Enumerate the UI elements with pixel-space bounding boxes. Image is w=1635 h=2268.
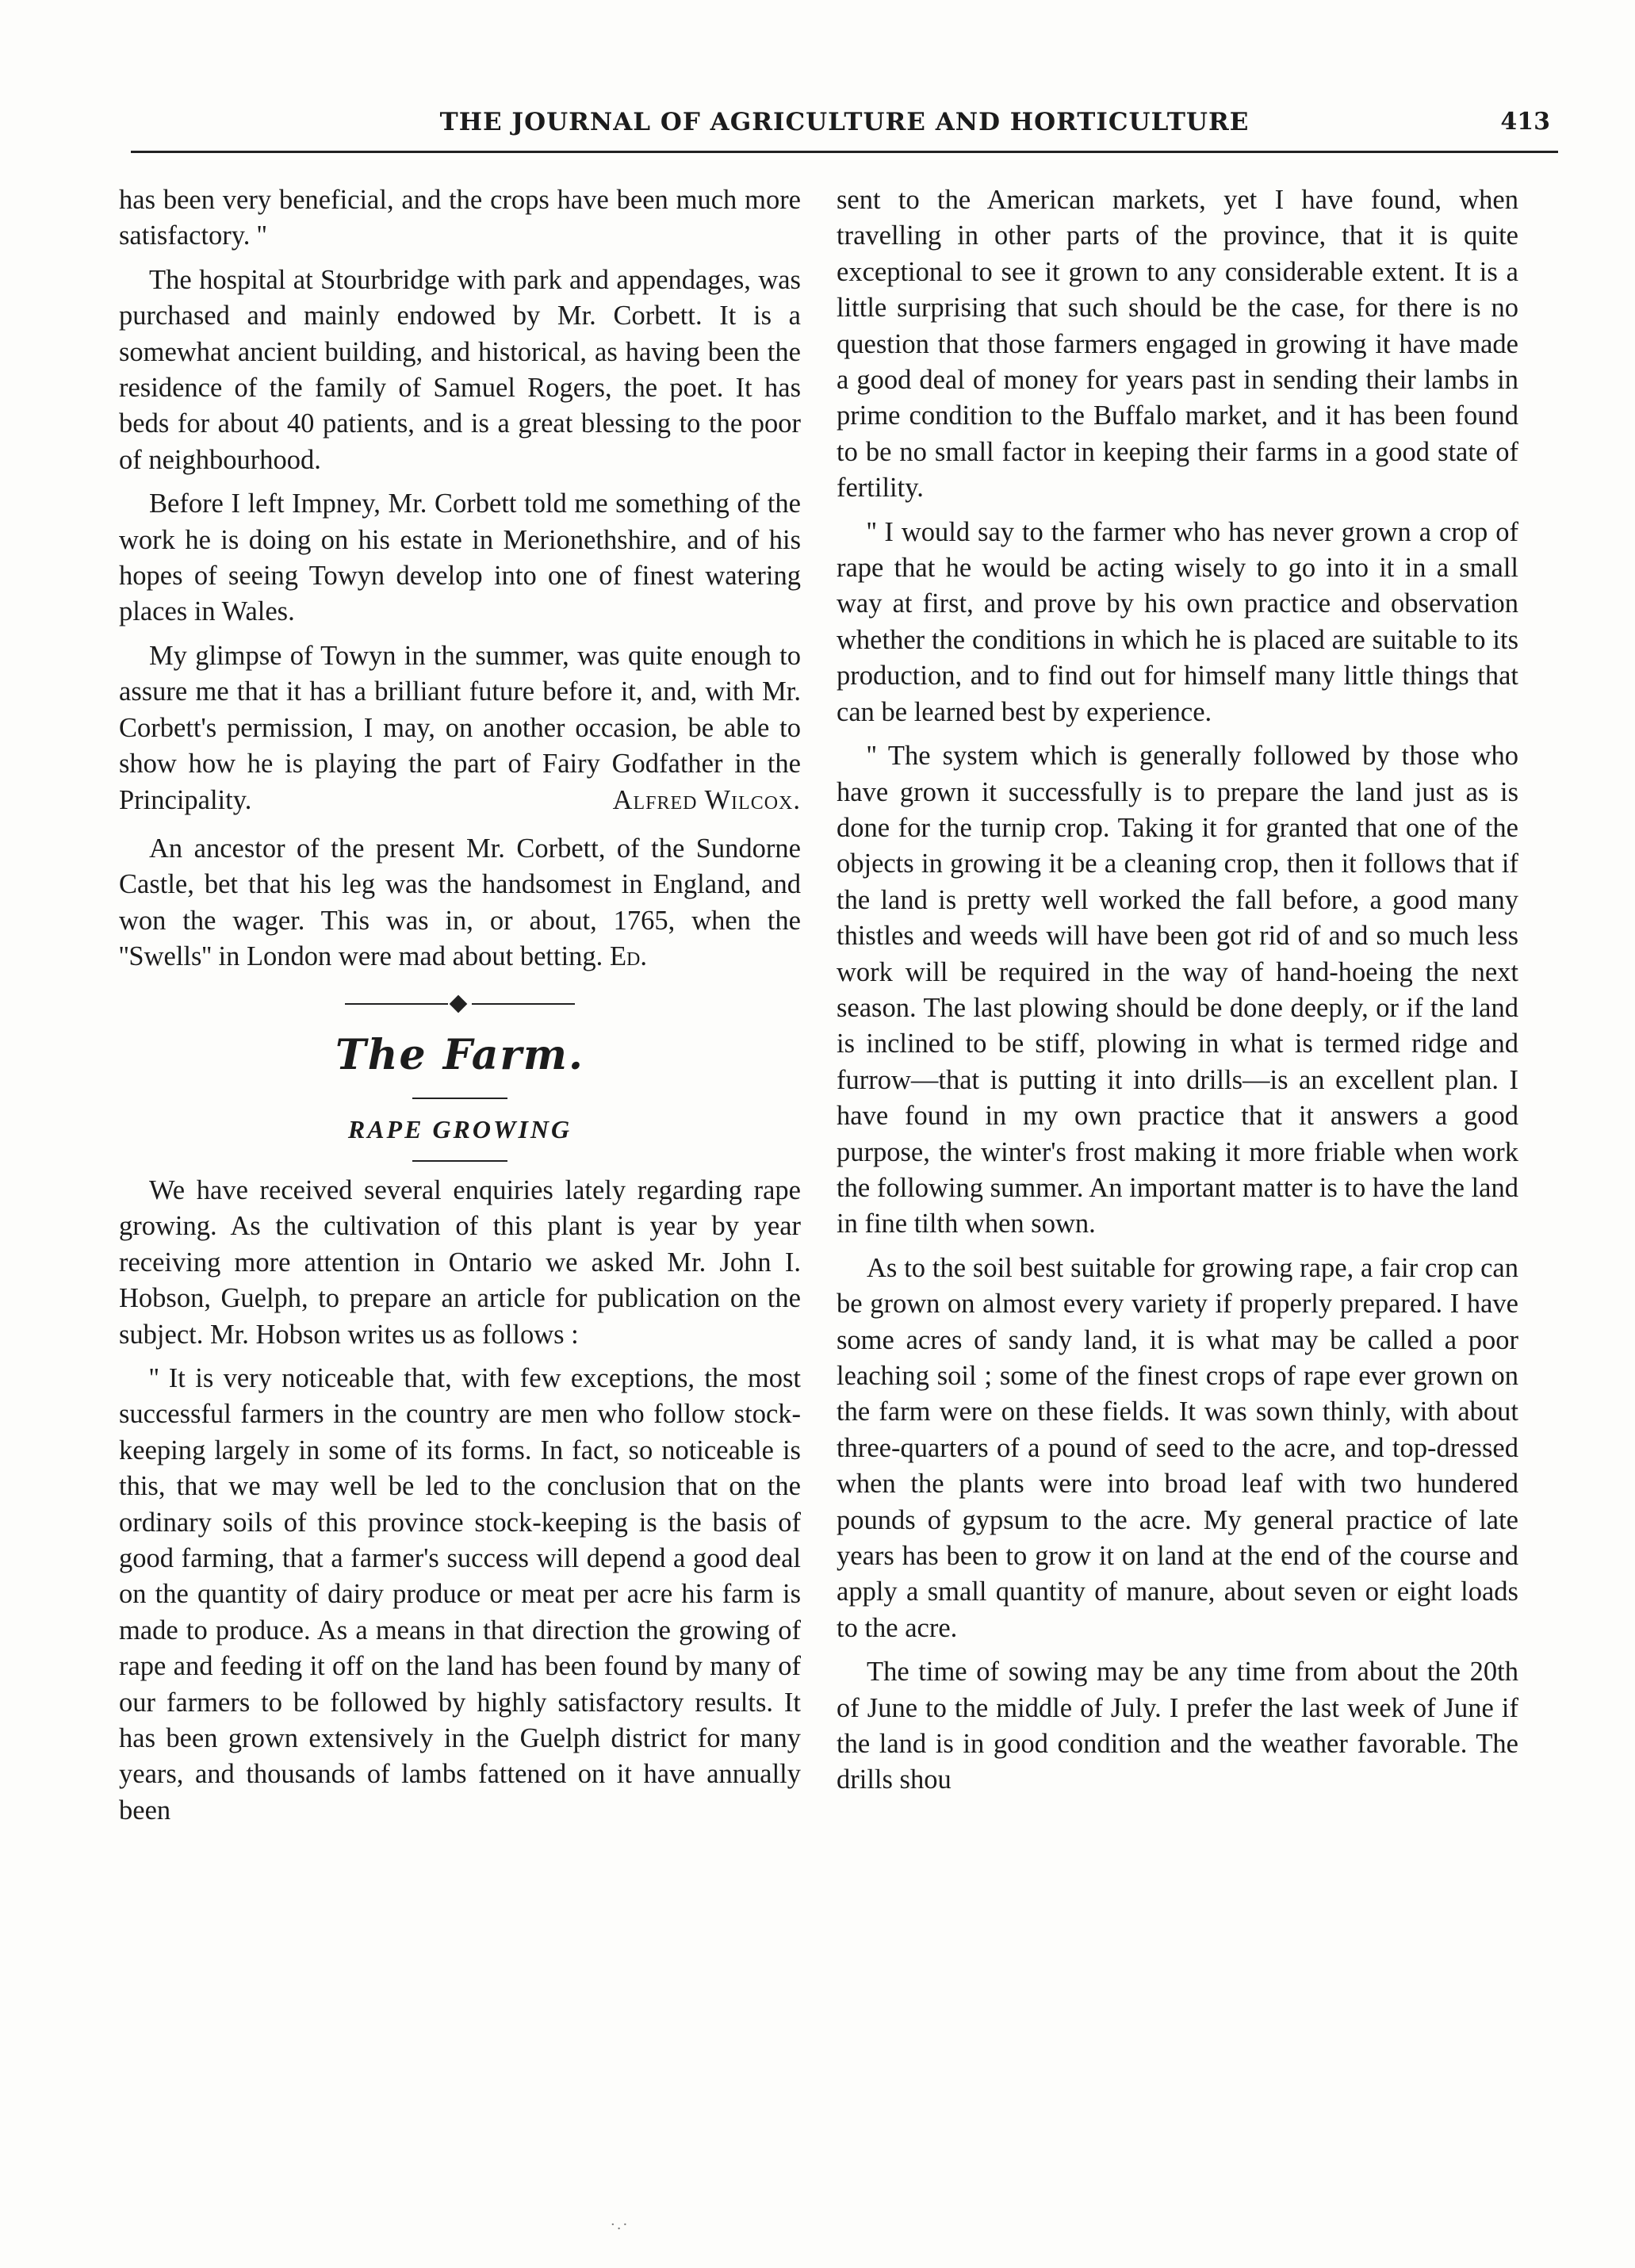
signed-paragraph	[119, 638, 801, 818]
editor-note	[119, 831, 801, 975]
paragraph: '' The system which is generally followed by those who have grown it successfully is to prepare the land just as is done for the turnip crop. Taking it for granted that one of the objects in growing it be a cleaning crop, then it follows that if the land is pretty well worked the fall before, a good many thistles and weeds will have been got rid of and so much less work will be required in the way of hand-hoeing the next season. The last plowing should be done deeply, or if the land is inclined to be stiff, plowing in what is termed ridge and furrow—that is putting it into drills—is an excellent plan. I have found in my own practice that it answers a good purpose, the winter's frost making it more friable when work the following summer. An important matter is to have the land in fine tilth when sown.	[837, 741, 1518, 1239]
paragraph: Before I left Impney, Mr. Corbett told me something of the work he is doing on his estate in Merionethshire, and of his hopes of seeing Towyn develop into one of finest watering places in Wales.	[119, 488, 801, 627]
author-signature: Alfred Wilcox.	[612, 784, 801, 815]
paragraph: '' I would say to the farmer who has never grown a crop of rape that he would be acting wisely to go into it in a small way at first, and prove by his own practice and observation whether the conditions in which he is placed are suitable to its production, and to find out for himself many little things that can be learned best by experience.	[837, 516, 1518, 727]
divider-line-left	[345, 1003, 448, 1005]
paragraph: We have received several enquiries lately regarding rape growing. As the cultivation of this plant is year by year receiving more attention in Ontario we asked Mr. John I. Hobson, Guelph, to prepare an article for publication on the subject. Mr. Hobson writes us as follows :	[119, 1174, 801, 1350]
paragraph: The time of sowing may be any time from about the 20th of June to the middle of July. I prefer the last week of June if the land is in good condition and the weather favorable. The drills shou	[837, 1657, 1518, 1795]
paragraph-text: My glimpse of Towyn in the summer, was quite enough to assure me that it has a brilliant future before it, and, with Mr. Corbett's permission, I may, on another occasion, be able to show how he is playing the part of Fairy Godfather in the Principality.	[119, 640, 801, 815]
running-head	[131, 102, 1558, 149]
section-title: The Farm.	[335, 1030, 584, 1079]
divider-line-right	[472, 1003, 575, 1005]
section-divider-ornament	[119, 996, 801, 1012]
paragraph: sent to the American markets, yet I have found, when travelling in other parts of the province, that it is quite exceptional to see it grown to any considerable extent. It is a little surprising that such should be the case, for there is no question that those farmers engaged in growing it have made a good deal of money for years past in sending their lambs in prime condition to the Buffalo market, and it has been found to be no small factor in keeping their farms in a good state of fertility.	[837, 185, 1518, 504]
page-number: 413	[1500, 108, 1550, 136]
paragraph: has been very beneficial, and the crops have been much more satisfactory. ''	[119, 185, 801, 251]
title-rule	[412, 1098, 507, 1099]
right-column	[837, 182, 1518, 1806]
header-rule	[131, 151, 1558, 153]
diamond-ornament-icon	[450, 994, 468, 1013]
paragraph: '' It is very noticeable that, with few exceptions, the most successful farmers in the country are men who follow stock-keeping largely in some of its forms. In fact, so noticeable is this, that we may well be led to the conclusion that on the ordinary soils of this province stock-keeping is the basis of good farming, that a farmer's success will depend a good deal on the quantity of dairy produce or meat per acre his farm is made to produce. As a means in that direction the growing of rape and feeding it off on the land has been found by many of our farmers to be followed by highly satisfactory results. It has been grown extensively in the Guelph district for many years, and thousands of lambs fattened on it have annually been	[119, 1362, 801, 1826]
journal-title: THE JOURNAL OF AGRICULTURE AND HORTICULTURE	[439, 108, 1250, 136]
title-rule	[412, 1160, 507, 1162]
print-speck: ·.·	[611, 2216, 630, 2233]
editor-note-text: An ancestor of the present Mr. Corbett, of the Sundorne Castle, bet that his leg was the handsomest in England, and won the wager. This was in, or about, 1765, when the ''Swells'' in London were mad about betting.	[119, 833, 801, 972]
editor-mark: Ed.	[609, 941, 647, 972]
paragraph: The hospital at Stourbridge with park and appendages, was purchased and mainly endowed by Mr. Corbett. It is a somewhat ancient building, and historical, as having been the residence of the family of Samuel Rogers, the poet. It has beds for about 40 patients, and is a great blessing to the poor of neighbourhood.	[119, 264, 801, 475]
left-column	[119, 182, 801, 1837]
paragraph: As to the soil best suitable for growing rape, a fair crop can be grown on almost every variety if properly prepared. I have some acres of sandy land, it is what may be called a poor leaching soil ; some of the finest crops of rape ever grown on the farm were on these fields. It was sown thinly, with about three-quarters of a pound of seed to the acre, and top-dressed when the plants were into broad leaf with two hundered pounds of gypsum to the acre. My general practice of late years has been to grow it on land at the end of the course and apply a small quantity of manure, about seven or eight loads to the acre.	[837, 1252, 1518, 1643]
article-title: RAPE GROWING	[347, 1114, 572, 1144]
